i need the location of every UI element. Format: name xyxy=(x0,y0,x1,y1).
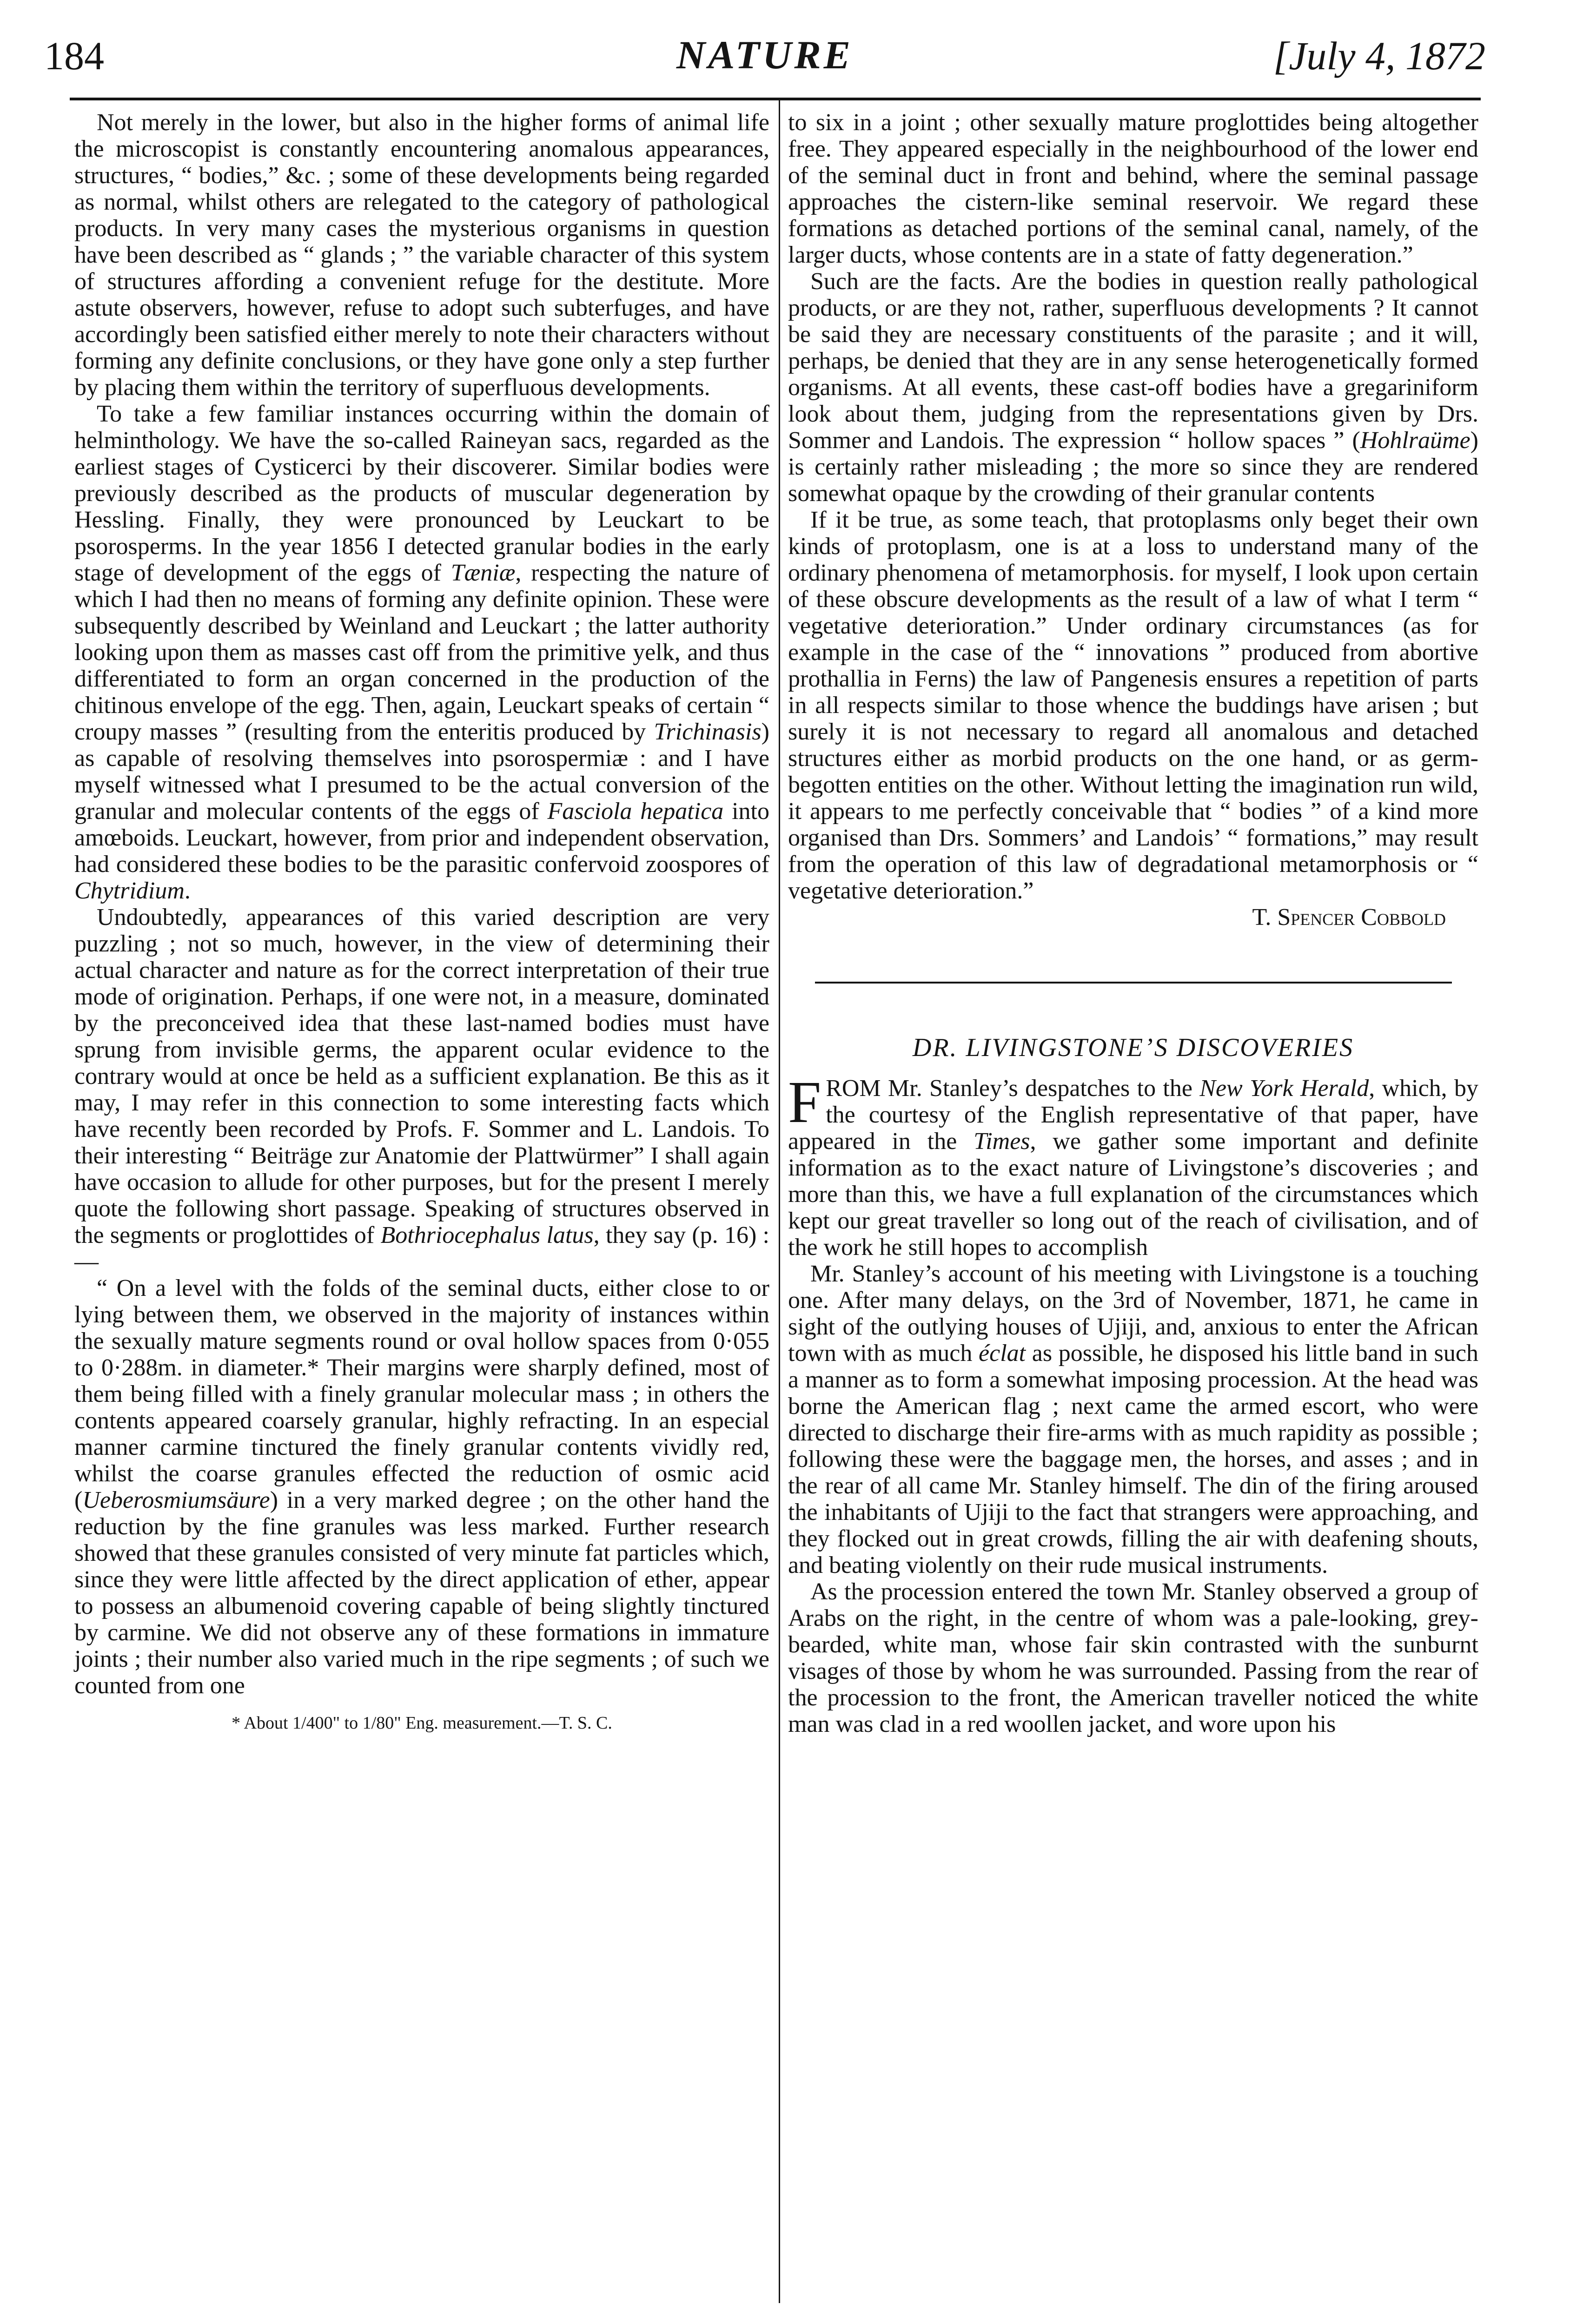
issue-date: [July 4, 1872 xyxy=(1273,33,1485,78)
right-column xyxy=(788,109,1478,1737)
paragraph: Not merely in the lower, but also in the higher forms of animal life the microscopist is constantly encountering anomalous appearances, structures, “ bodies,” &c. ; some of these developments being regarded as normal, whilst others are relegated to the category of pathological products. In very many cases the mysterious organisms in question have been described as “ glands ; ” the variable character of this system of structures affording a convenient refuge for the destitute. More astute observers, however, refuse to adopt such subterfuges, and have accordingly been satisfied either merely to note their characters without forming any definite conclusions, or they have gone only a step further by placing them within the territory of superfluous developments. xyxy=(74,109,769,401)
quoted-paragraph: “ On a level with the folds of the seminal ducts, either close to or lying between them, we observed in the majority of instances within the sexually mature segments round or oval hollow spaces from 0·055 to 0·288m. in diameter.* Their margins were sharply defined, most of them being filled with a finely granular molecular mass ; in others the contents appeared coarsely granular, highly refracting. In an especial manner carmine tinctured the finely granular contents vividly red, whilst the coarse granules effected the reduction of osmic acid (Ueberosmiumsäure) in a very marked degree ; on the other hand the reduction by the fine granules was less marked. Further research showed that these granules consisted of very minute fat particles which, since they were little affected by the direct application of ether, appear to possess an albumenoid covering capable of being slightly tinctured by carmine. We did not observe any of these formations in immature joints ; their number also varied much in the ripe segments ; of such we counted from one xyxy=(74,1275,769,1699)
drop-cap: F xyxy=(788,1069,821,1135)
paragraph: As the procession entered the town Mr. Stanley observed a group of Arabs on the right, in the centre of whom was a pale-looking, grey-bearded, white man, whose fair skin contrasted with the sunburnt visages of those by whom he was surrounded. Passing from the rear of the procession to the front, the American traveller noticed the white man was clad in a red woollen jacket, and wore upon his xyxy=(788,1578,1478,1737)
paragraph: If it be true, as some teach, that protoplasms only beget their own kinds of protoplasm, one is at a loss to understand many of the ordinary phenomena of metamorphosis. for myself, I look upon certain of these obscure developments as the result of a law of what I term “ vegetative deterioration.” Under ordinary circumstances (as for example in the case of the “ innovations ” produced from abortive prothallia in Ferns) the law of Pangenesis ensures a repetition of parts in all respects similar to those whence the buddings have arisen ; but surely it is not necessary to regard all anomalous and detached structures either as morbid products on the one hand, or as germ-begotten entities on the other. Without letting the imagination run wild, it appears to me perfectly conceivable that “ bodies ” of a kind more organised than Drs. Sommers’ and Landois’ “ formations,” may result from the operation of this law of degradational metamorphosis or “ vegetative deterioration.” xyxy=(788,507,1478,904)
paragraph: Such are the facts. Are the bodies in question really pathological products, or are they not, rather, superfluous developments ? It cannot be said they are necessary constituents of the parasite ; and it will, perhaps, be denied that they are in any sense heterogenetically formed organisms. At all events, these cast-off bodies have a gregariniform look about them, judging from the representations given by Drs. Sommer and Landois. The expression “ hollow spaces ” (Hohlraüme) is certainly rather misleading ; the more so since they are rendered somewhat opaque by the crowding of their granular contents xyxy=(788,268,1478,507)
paragraph: to six in a joint ; other sexually mature proglottides being altogether free. They appeared especially in the neighbourhood of the lower end of the seminal duct in front and behind, where the seminal passage approaches the cistern-like seminal reservoir. We regard these formations as detached portions of the seminal canal, namely, of the larger ducts, whose contents are in a state of fatty degeneration.” xyxy=(788,109,1478,268)
column-divider xyxy=(779,100,780,2303)
paragraph: Mr. Stanley’s account of his meeting with Livingstone is a touching one. After many delays, on the 3rd of November, 1871, he came in sight of the outlying houses of Ujiji, and, anxious to enter the African town with as much éclat as possible, he disposed his little band in such a manner as to form a somewhat imposing procession. At the head was borne the American flag ; next came the armed escort, who were directed to discharge their fire-arms with as much rapidity as possible ; following these were the baggage men, the horses, and asses ; and in the rear of all came Mr. Stanley himself. The din of the firing aroused the inhabitants of Ujiji to the fact that strangers were approaching, and they flocked out in great crowds, filling the air with deafening shouts, and beating violently on their rude musical instruments. xyxy=(788,1261,1478,1578)
section-separator xyxy=(815,982,1452,984)
header-rule xyxy=(70,98,1481,100)
left-column xyxy=(74,109,769,1733)
page-number: 184 xyxy=(44,33,104,78)
section-title: DR. LIVINGSTONE’S DISCOVERIES xyxy=(912,1033,1354,1062)
paragraph: To take a few familiar instances occurring within the domain of helminthology. We have the so-called Raineyan sacs, regarded as the earliest stages of Cysticerci by their discoverer. Similar bodies were previously described as the products of muscular degeneration by Hessling. Finally, they were pronounced by Leuckart to be psorosperms. In the year 1856 I detected granular bodies in the early stage of development of the eggs of Tæniæ, respecting the nature of which I had then no means of forming any definite opinion. These were subsequently described by Weinland and Leuckart ; the latter authority looking upon them as masses cast off from the primitive yelk, and thus differentiated to form an organ concerned in the production of the chitinous envelope of the egg. Then, again, Leuckart speaks of certain “ croupy masses ” (resulting from the enteritis produced by Trichinasis) as capable of resolving themselves into psorospermiæ : and I have myself witnessed what I presumed to be the actual conversion of the granular and molecular contents of the eggs of Fasciola hepatica into amœboids. Leuckart, however, from prior and independent observation, had considered these bodies to be the parasitic confervoid zoospores of Chytridium. xyxy=(74,401,769,904)
journal-title: NATURE xyxy=(676,33,854,77)
paragraph: Undoubtedly, appearances of this varied description are very puzzling ; not so much, however, in the view of determining their actual character and nature as for the correct interpretation of their true mode of origination. Perhaps, if one were not, in a measure, dominated by the preconceived idea that these last-named bodies must have sprung from invisible germs, the apparent ocular evidence to the contrary would at once be held as a sufficient explanation. Be this as it may, I may refer in this connection to some interesting facts which have recently been recorded by Profs. F. Sommer and L. Landois. To their interesting “ Beiträge zur Anatomie der Plattwürmer” I shall again have occasion to allude for other purposes, but for the present I merely quote the following short passage. Speaking of structures observed in the segments or proglottides of Bothriocephalus latus, they say (p. 16) :— xyxy=(74,904,769,1275)
author-signature: T. Spencer Cobbold xyxy=(1252,904,1446,931)
paragraph: FROM Mr. Stanley’s despatches to the New York Herald, which, by the courtesy of the English representative of that paper, have appeared in the Times, we gather some important and definite information as to the exact nature of Livingstone’s discoveries ; and more than this, we have a full explanation of the circumstances which kept our great traveller so long out of the reach of civilisation, and of the work he still hopes to accomplish xyxy=(788,1069,1478,1261)
page-header xyxy=(44,28,1485,93)
footnote: * About 1/400" to 1/80" Eng. measurement.—T. S. C. xyxy=(232,1713,612,1733)
